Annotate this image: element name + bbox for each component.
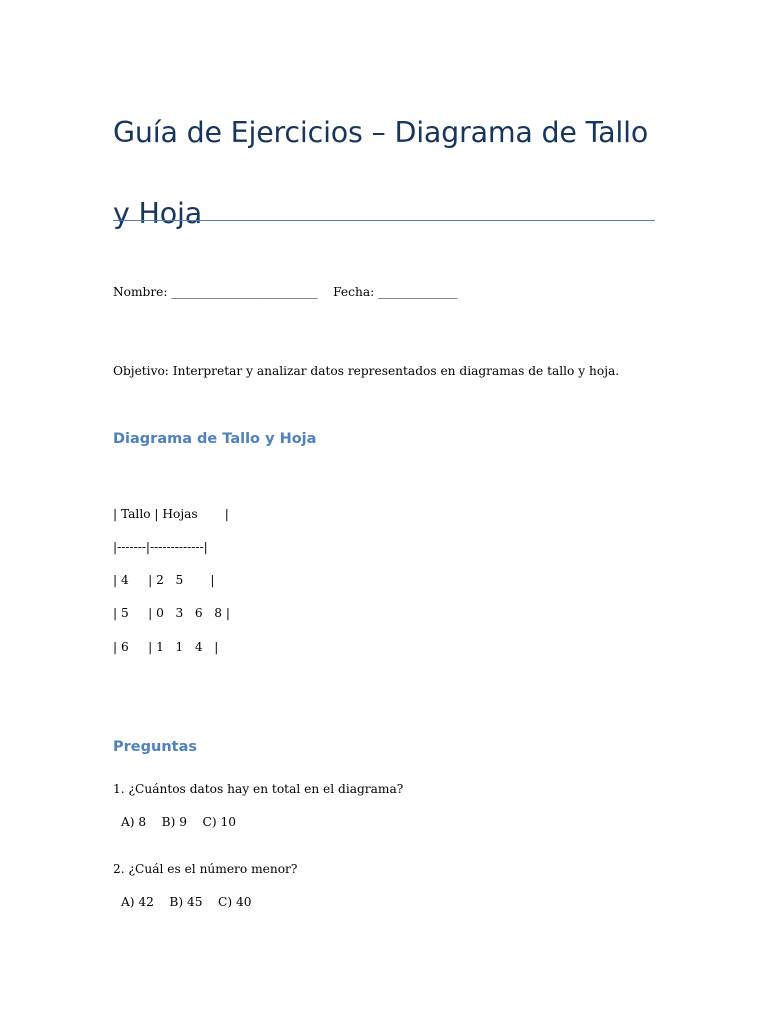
question-options: A) 8 B) 9 C) 10	[121, 815, 236, 829]
name-date-line	[113, 283, 457, 301]
question-text: 1. ¿Cuántos datos hay en total en el diagrama?	[113, 782, 404, 796]
name-label: Nombre:	[113, 285, 168, 299]
title-underline	[113, 220, 655, 221]
question-text: 2. ¿Cuál es el número menor?	[113, 862, 298, 876]
diagram-heading: Diagrama de Tallo y Hoja	[113, 431, 317, 447]
objective-text: Objetivo: Interpretar y analizar datos representados en diagramas de tallo y hoja.	[113, 364, 620, 378]
stem-leaf-row: |-------|-------------|	[113, 540, 208, 554]
stem-leaf-row: | Tallo | Hojas |	[113, 507, 229, 521]
question-options: A) 42 B) 45 C) 40	[121, 895, 252, 909]
stem-leaf-row: | 6 | 1 1 4 |	[113, 640, 219, 654]
date-label: Fecha:	[333, 285, 375, 299]
date-field[interactable]: _____________	[378, 285, 458, 299]
stem-leaf-row: | 5 | 0 3 6 8 |	[113, 606, 230, 620]
stem-leaf-row: | 4 | 2 5 |	[113, 573, 215, 587]
name-field[interactable]: ________________________	[171, 285, 318, 299]
questions-heading: Preguntas	[113, 739, 197, 755]
document-title: Guía de Ejercicios – Diagrama de Tallo y Hoja	[113, 116, 649, 230]
